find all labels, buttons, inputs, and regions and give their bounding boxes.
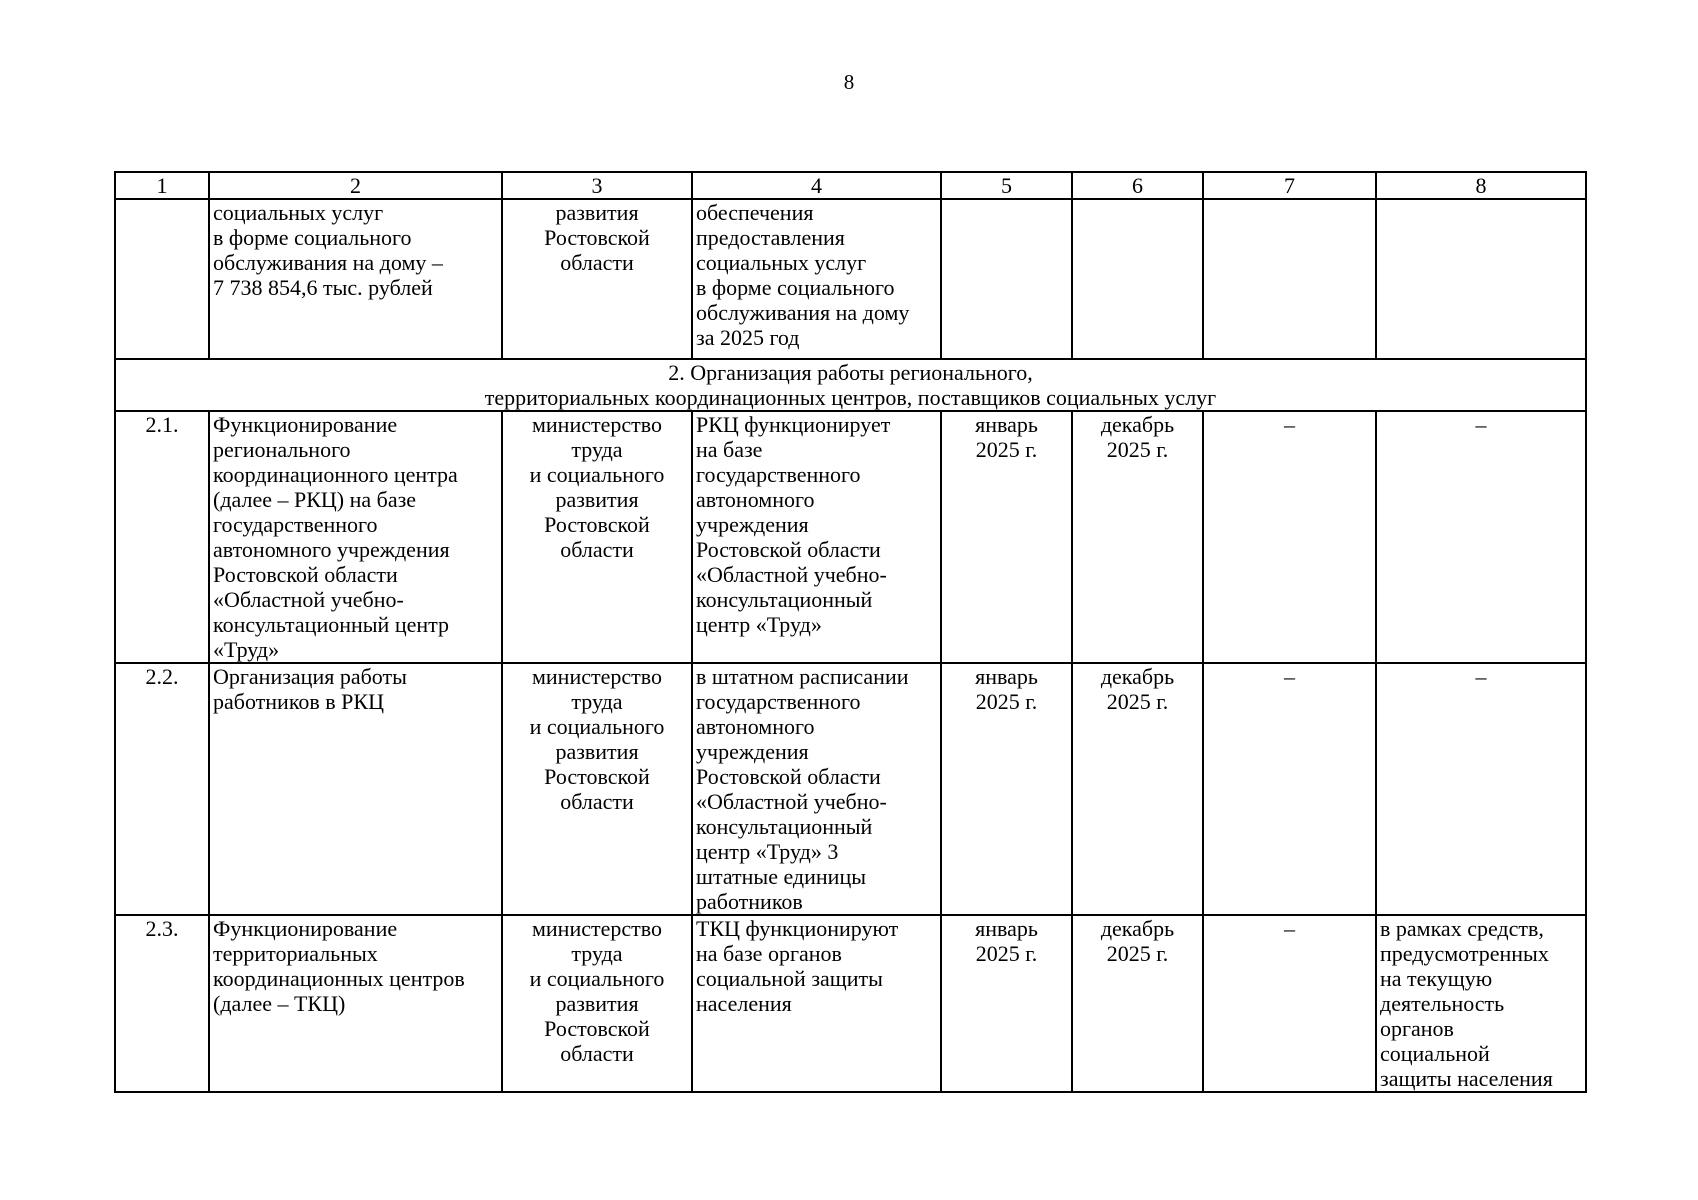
column-number: 1 — [115, 172, 209, 199]
table-row-continued — [115, 199, 1586, 359]
column-7-cell — [1203, 199, 1376, 359]
column-8-cell: в рамках средств, предусмотренных на текущую деятельность органов социальной защиты населения — [1376, 915, 1586, 1092]
column-7-cell: – — [1203, 411, 1376, 663]
result-cell: в штатном расписании государственного автономного учреждения Ростовской области «Областной учебно- консультационный центр «Труд» 3 штатные единицы работников — [692, 663, 941, 915]
column-number: 2 — [209, 172, 502, 199]
end-date-cell — [1072, 199, 1203, 359]
result-cell: обеспечения предоставления социальных услуг в форме социального обслуживания на дому за 2025 год — [692, 199, 941, 359]
event-cell: Функционирование территориальных координационных центров (далее – ТКЦ) — [209, 915, 502, 1092]
responsible-cell: министерство труда и социального развития Ростовской области — [502, 663, 692, 915]
section-title: 2. Организация работы регионального, территориальных координационных центров, поставщиков социальных услуг — [115, 359, 1586, 411]
column-number: 4 — [692, 172, 941, 199]
section-heading-row — [115, 359, 1586, 411]
start-date-cell: январь 2025 г. — [941, 411, 1072, 663]
column-8-cell — [1376, 199, 1586, 359]
result-cell: ТКЦ функционируют на базе органов социальной защиты населения — [692, 915, 941, 1092]
event-cell: Организация работы работников в РКЦ — [209, 663, 502, 915]
table-row — [115, 915, 1586, 1092]
column-8-cell: – — [1376, 411, 1586, 663]
row-number-cell — [115, 199, 209, 359]
column-number: 3 — [502, 172, 692, 199]
column-number: 8 — [1376, 172, 1586, 199]
page-number: 8 — [843, 70, 855, 94]
responsible-cell: развития Ростовской области — [502, 199, 692, 359]
result-cell: РКЦ функционирует на базе государственного автономного учреждения Ростовской области «Областной учебно- консультационный центр «Труд» — [692, 411, 941, 663]
event-cell: социальных услуг в форме социального обслуживания на дому – 7 738 854,6 тыс. рублей — [209, 199, 502, 359]
column-8-cell: – — [1376, 663, 1586, 915]
end-date-cell: декабрь 2025 г. — [1072, 411, 1203, 663]
column-number: 5 — [941, 172, 1072, 199]
event-cell: Функционирование регионального координационного центра (далее – РКЦ) на базе государственного автономного учреждения Ростовской области «Областной учебно- консультационный центр «Труд» — [209, 411, 502, 663]
start-date-cell: январь 2025 г. — [941, 663, 1072, 915]
table-row — [115, 663, 1586, 915]
responsible-cell: министерство труда и социального развития Ростовской области — [502, 915, 692, 1092]
row-number-cell: 2.2. — [115, 663, 209, 915]
responsible-cell: министерство труда и социального развития Ростовской области — [502, 411, 692, 663]
row-number-cell: 2.3. — [115, 915, 209, 1092]
row-number-cell: 2.1. — [115, 411, 209, 663]
table-row — [115, 411, 1586, 663]
column-number: 7 — [1203, 172, 1376, 199]
plan-table — [114, 171, 1587, 1093]
column-number: 6 — [1072, 172, 1203, 199]
column-7-cell: – — [1203, 663, 1376, 915]
start-date-cell — [941, 199, 1072, 359]
column-number-row — [115, 172, 1586, 199]
end-date-cell: декабрь 2025 г. — [1072, 663, 1203, 915]
start-date-cell: январь 2025 г. — [941, 915, 1072, 1092]
end-date-cell: декабрь 2025 г. — [1072, 915, 1203, 1092]
column-7-cell: – — [1203, 915, 1376, 1092]
